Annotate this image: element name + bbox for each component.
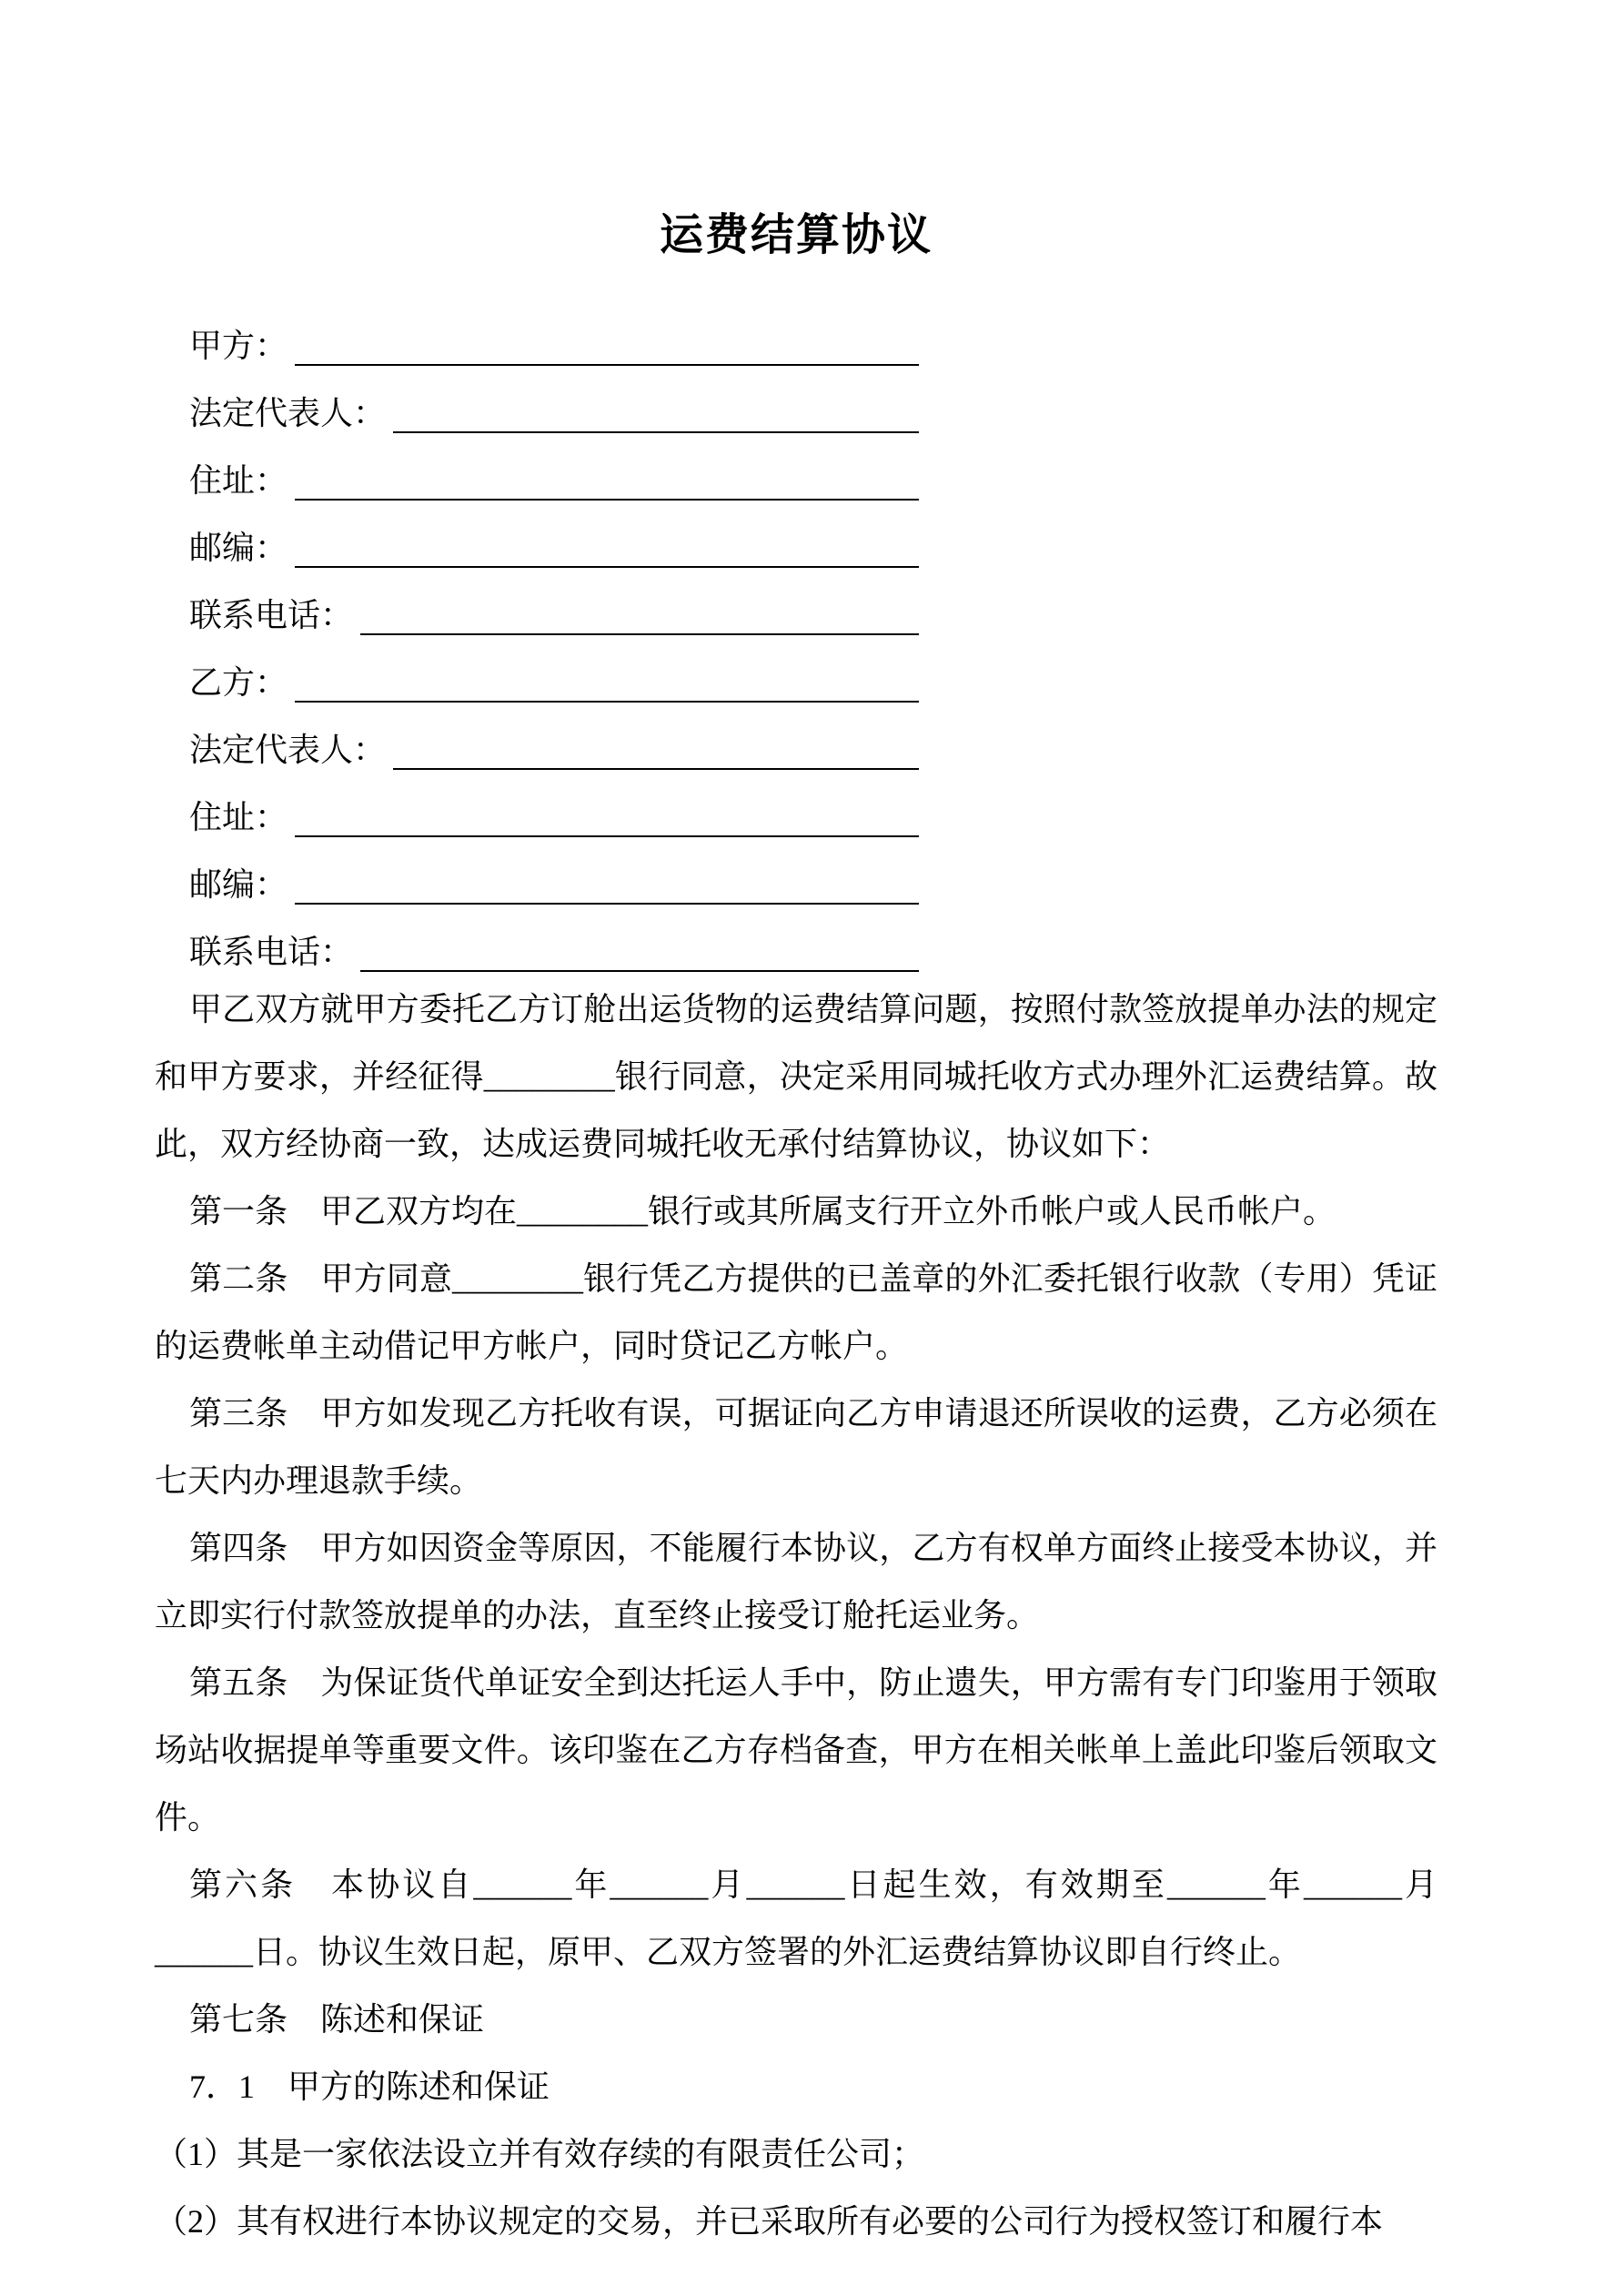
form-field-blank-line: [295, 865, 919, 905]
form-field-row: [189, 905, 919, 972]
form-field-row: [189, 433, 919, 501]
form-field-row: [189, 366, 919, 433]
form-field-label: 联系电话：: [189, 597, 354, 633]
form-field-label: 联系电话：: [189, 934, 354, 970]
form-field-label: 住址：: [189, 462, 288, 499]
form-field-label: 乙方：: [189, 664, 288, 701]
paragraph: 第二条 甲方同意________银行凭乙方提供的已盖章的外汇委托银行收款（专用）凭证的运费帐单主动借记甲方帐户，同时贷记乙方帐户。: [155, 1260, 1437, 1364]
form-field-row: [189, 568, 919, 635]
paragraph: 第六条 本协议自______年______月______日起生效，有效期至______年______月______日。协议生效日起，原甲、乙双方签署的外汇运费结算协议即自行终止。: [155, 1866, 1437, 1970]
form-field-label: 邮编：: [189, 530, 288, 566]
form-field-row: [189, 298, 919, 366]
body-section: [155, 976, 1437, 2255]
form-field-blank-line: [295, 528, 919, 568]
paragraph: 第三条 甲方如发现乙方托收有误，可据证向乙方申请退还所误收的运费，乙方必须在七天内办理退款手续。: [155, 1395, 1437, 1499]
paragraph: （2）其有权进行本协议规定的交易，并已采取所有必要的公司行为授权签订和履行本: [155, 2203, 1384, 2240]
form-field-row: [189, 635, 919, 703]
document-title: 运费结算协议: [659, 211, 933, 259]
form-field-blank-line: [393, 393, 919, 433]
paragraph: 第五条 为保证货代单证安全到达托运人手中，防止遗失，甲方需有专门印鉴用于领取场站收据提单等重要文件。该印鉴在乙方存档备查，甲方在相关帐单上盖此印鉴后领取文件。: [155, 1664, 1437, 1836]
paragraph: 第七条 陈述和保证: [189, 2001, 485, 2038]
form-field-blank-line: [360, 595, 919, 635]
form-field-label: 住址：: [189, 799, 288, 835]
form-field-label: 法定代表人：: [189, 732, 387, 768]
form-field-blank-line: [295, 326, 919, 366]
form-field-row: [189, 770, 919, 837]
paragraph: 7．1 甲方的陈述和保证: [189, 2068, 550, 2105]
form-section: [155, 298, 1437, 972]
form-field-blank-line: [295, 460, 919, 501]
form-field-label: 甲方：: [189, 328, 288, 364]
form-field-blank-line: [360, 932, 919, 972]
paragraph: 第一条 甲乙双方均在________银行或其所属支行开立外币帐户或人民币帐户。: [189, 1193, 1337, 1229]
form-field-blank-line: [393, 730, 919, 770]
form-field-label: 邮编：: [189, 866, 288, 903]
paragraph: 第四条 甲方如因资金等原因，不能履行本协议，乙方有权单方面终止接受本协议，并立即实行付款签放提单的办法，直至终止接受订舱托运业务。: [155, 1530, 1437, 1633]
form-field-blank-line: [295, 797, 919, 837]
form-field-blank-line: [295, 663, 919, 703]
form-field-row: [189, 837, 919, 905]
form-field-row: [189, 703, 919, 770]
paragraph: （1）其是一家依法设立并有效存续的有限责任公司；: [155, 2136, 925, 2172]
paragraph: 甲乙双方就甲方委托乙方订舱出运货物的运费结算问题，按照付款签放提单办法的规定和甲方要求，并经征得________银行同意，决定采用同城托收方式办理外汇运费结算。故此，双方经协商一致，达成运费同城托收无承付结算协议，协议如下：: [155, 991, 1437, 1162]
form-field-row: [189, 501, 919, 568]
form-field-label: 法定代表人：: [189, 395, 387, 431]
